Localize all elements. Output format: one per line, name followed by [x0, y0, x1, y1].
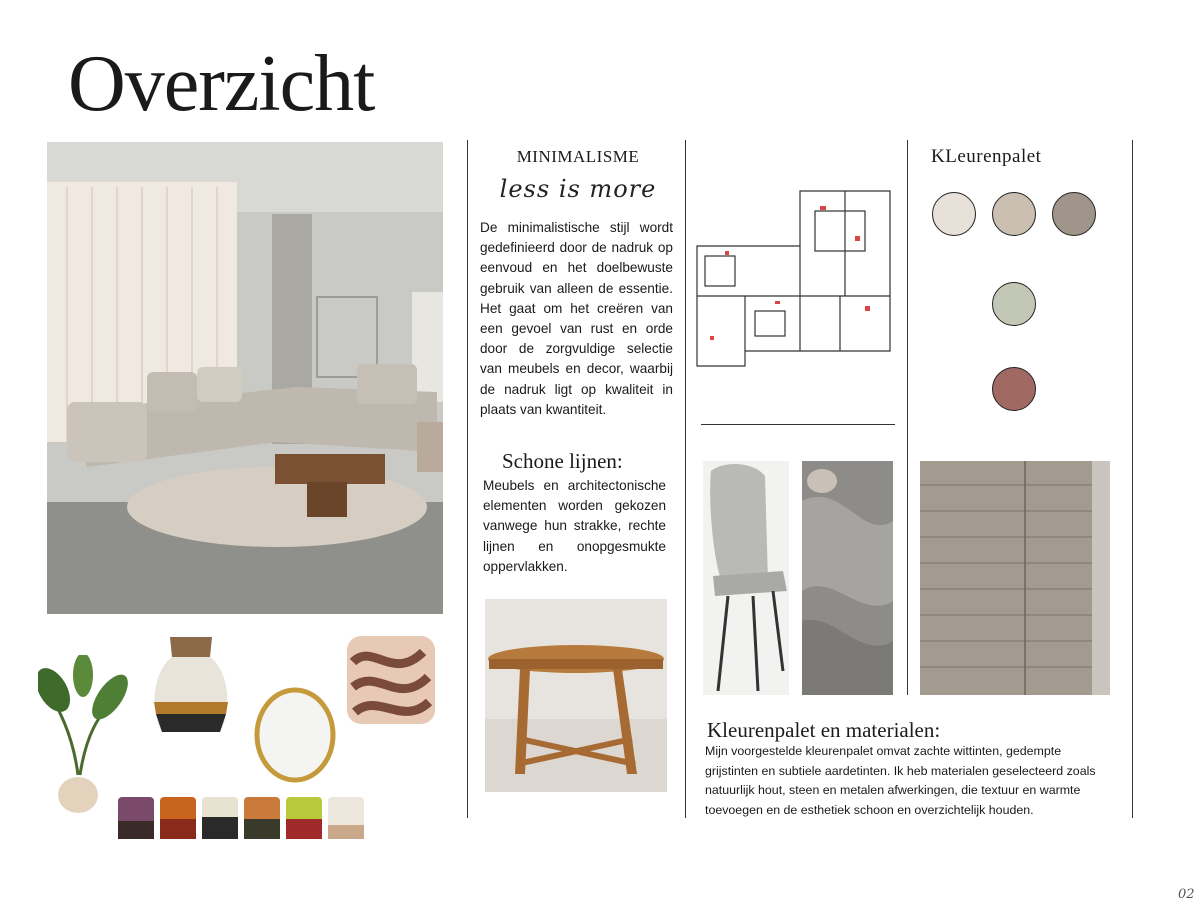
- plant-image: [38, 655, 128, 815]
- materials-paragraph: Mijn voorgestelde kleurenpalet omvat zachte wittinten, gedempte grijstinten en subtiele aardetinten. Ik heb materialen geselecteerd zoals natuurlijk hout, steen en metalen afwerkingen, die textuur en warmte toevoegen en de esthetiek schoon en overzichtelijk houden.: [705, 744, 1096, 817]
- chair-photo: [703, 461, 789, 695]
- floor-plan-image: [695, 186, 895, 371]
- fabric-photo: [802, 461, 893, 695]
- dining-table-photo: [485, 599, 667, 792]
- clean-lines-heading: Schone lijnen:: [502, 449, 623, 473]
- color-swatch: [932, 192, 976, 236]
- column-divider: [685, 140, 686, 818]
- pleated-blind-photo: [920, 461, 1110, 695]
- column-divider: [1132, 140, 1133, 818]
- column-divider: [467, 140, 468, 818]
- column-divider: [907, 140, 908, 695]
- mirror-image: [253, 686, 337, 784]
- clean-lines-paragraph: Meubels en architectonische elementen worden gekozen vanwege hun strakke, rechte lijnen en onopgesmukte oppervlakken.: [483, 478, 666, 574]
- style-heading: MINIMALISME: [516, 147, 640, 166]
- living-room-photo: [47, 142, 443, 614]
- vase-image: [150, 632, 232, 742]
- palette-heading: KLeurenpalet: [931, 146, 1042, 167]
- style-intro-paragraph: De minimalistische stijl wordt gedefinieerd door de nadruk op eenvoud en het doelbewuste gebruik van alleen de essentie. Het gaat om het creëren van een gevoel van rust en orde door de zorgvuldige selectie van meubels en decor, waarbij de nadruk ligt op kwaliteit in plaats van kwantiteit.: [480, 220, 673, 417]
- color-swatch: [992, 192, 1036, 236]
- color-swatch: [992, 282, 1036, 326]
- materials-heading: Kleurenpalet en materialen:: [707, 718, 941, 742]
- horizontal-divider: [701, 424, 895, 425]
- page-title: Overzicht: [68, 40, 375, 128]
- color-swatch: [1052, 192, 1096, 236]
- style-tagline: less is more: [499, 175, 657, 203]
- color-swatch: [992, 367, 1036, 411]
- page-number: 02: [1178, 887, 1195, 902]
- cups-image: [116, 795, 366, 841]
- cushion-image: [343, 632, 439, 728]
